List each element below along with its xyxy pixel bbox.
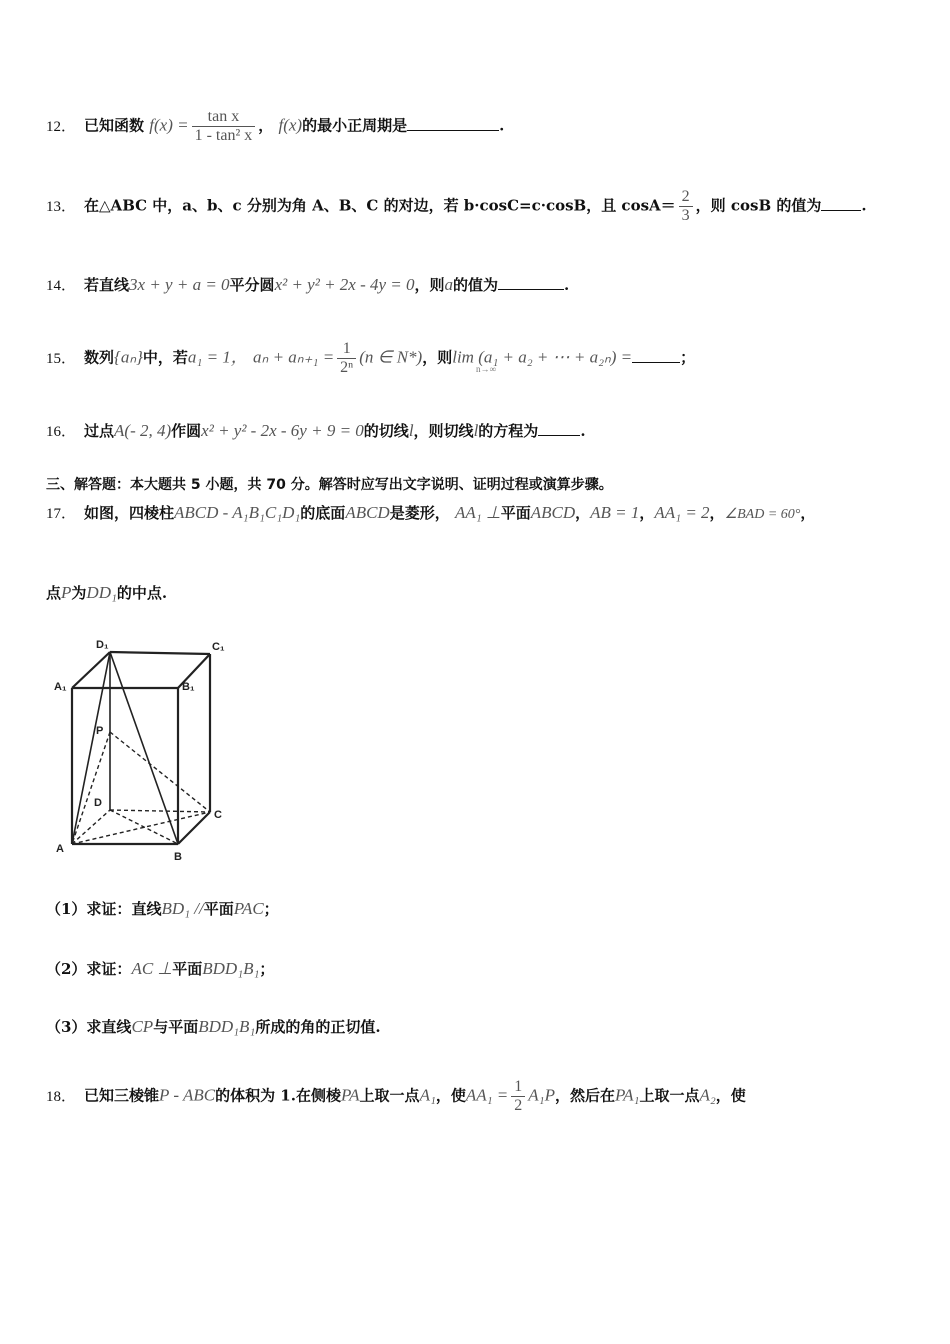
limit-subscript: n→∞ (476, 364, 496, 374)
answer-blank (407, 116, 499, 131)
label-D1: D₁ (96, 639, 109, 651)
q12-fraction: $\frac{\text{tan x}}{\text{1 - tan² x}}$ (192, 108, 256, 145)
answer-blank (632, 348, 680, 363)
q13-fraction: $\frac{2}{3}$ (679, 188, 693, 225)
label-P: P (96, 725, 104, 737)
question-15: 15． 数列{aₙ}中，若a₁ = 1， aₙ + aₙ₊₁ = $\frac{1}{\text{2ⁿ}}$ (n ∈ N*)，则lim (a₁ + a₂ + ⋯ + a₂ₙ) = ； (46, 340, 696, 376)
question-14: 14． 若直线3x + y + a = 0平分圆x² + y² + 2x - 4y = 0，则a的值为 . (46, 275, 570, 294)
label-B1: B₁ (182, 681, 195, 693)
part-3: （3）求直线CP与平面BDD₁B₁所成的角的正切值. (46, 1017, 381, 1036)
question-18: 18． 已知三棱锥P - ABC的体积为 1.在侧棱PA上取一点A₁，使AA₁ = $\frac{1}{2}$ A₁P，然后在PA₁上取一点A₂，使 (46, 1078, 746, 1114)
answer-blank (821, 196, 861, 211)
question-17: 17． 如图，四棱柱ABCD - A₁B₁C₁D₁的底面ABCD是菱形， AA₁ ⊥平面ABCD，AB = 1，AA₁ = 2，∠BAD = 60°， (46, 503, 816, 522)
label-C1: C₁ (212, 641, 225, 653)
q12-fx2: f(x) (278, 115, 303, 135)
part-2: （2）求证：AC ⊥平面BDD₁B₁； (46, 959, 275, 978)
label-A: A (56, 843, 64, 855)
q12-fx: f(x) = (149, 115, 189, 135)
label-A1: A₁ (54, 681, 67, 693)
answer-blank (538, 421, 580, 436)
label-B: B (174, 851, 182, 863)
section-heading: 三、解答题：本大题共 5 小题，共 70 分。解答时应写出文字说明、证明过程或演算步骤。 (46, 477, 613, 493)
question-17-line2: 点P为DD₁的中点. (46, 583, 168, 602)
answer-blank (498, 275, 564, 290)
label-C: C (214, 809, 222, 821)
part-1: （1）求证：直线BD₁ //平面PAC； (46, 899, 279, 918)
prism-figure (50, 632, 240, 867)
label-D: D (94, 797, 102, 809)
question-number: 12． (46, 118, 77, 135)
question-16: 16． 过点A(- 2, 4)作圆x² + y² - 2x - 6y + 9 = 0的切线l，则切线l的方程为 . (46, 421, 586, 440)
question-13: 13． 在△ABC 中，a、b、c 分别为角 A、B、C 的对边，若 b·cosC=c·cosB，且 cosA＝ $\frac{2}{3}$ ，则 cosB 的值为 . (46, 188, 867, 224)
question-12: 12． 已知函数 f(x) = $\frac{\text{tan x}}{\text{1 - tan² x}}$ ， f(x)的最小正周期是 . (46, 108, 505, 144)
q12-prefix: 已知函数 (84, 116, 145, 135)
